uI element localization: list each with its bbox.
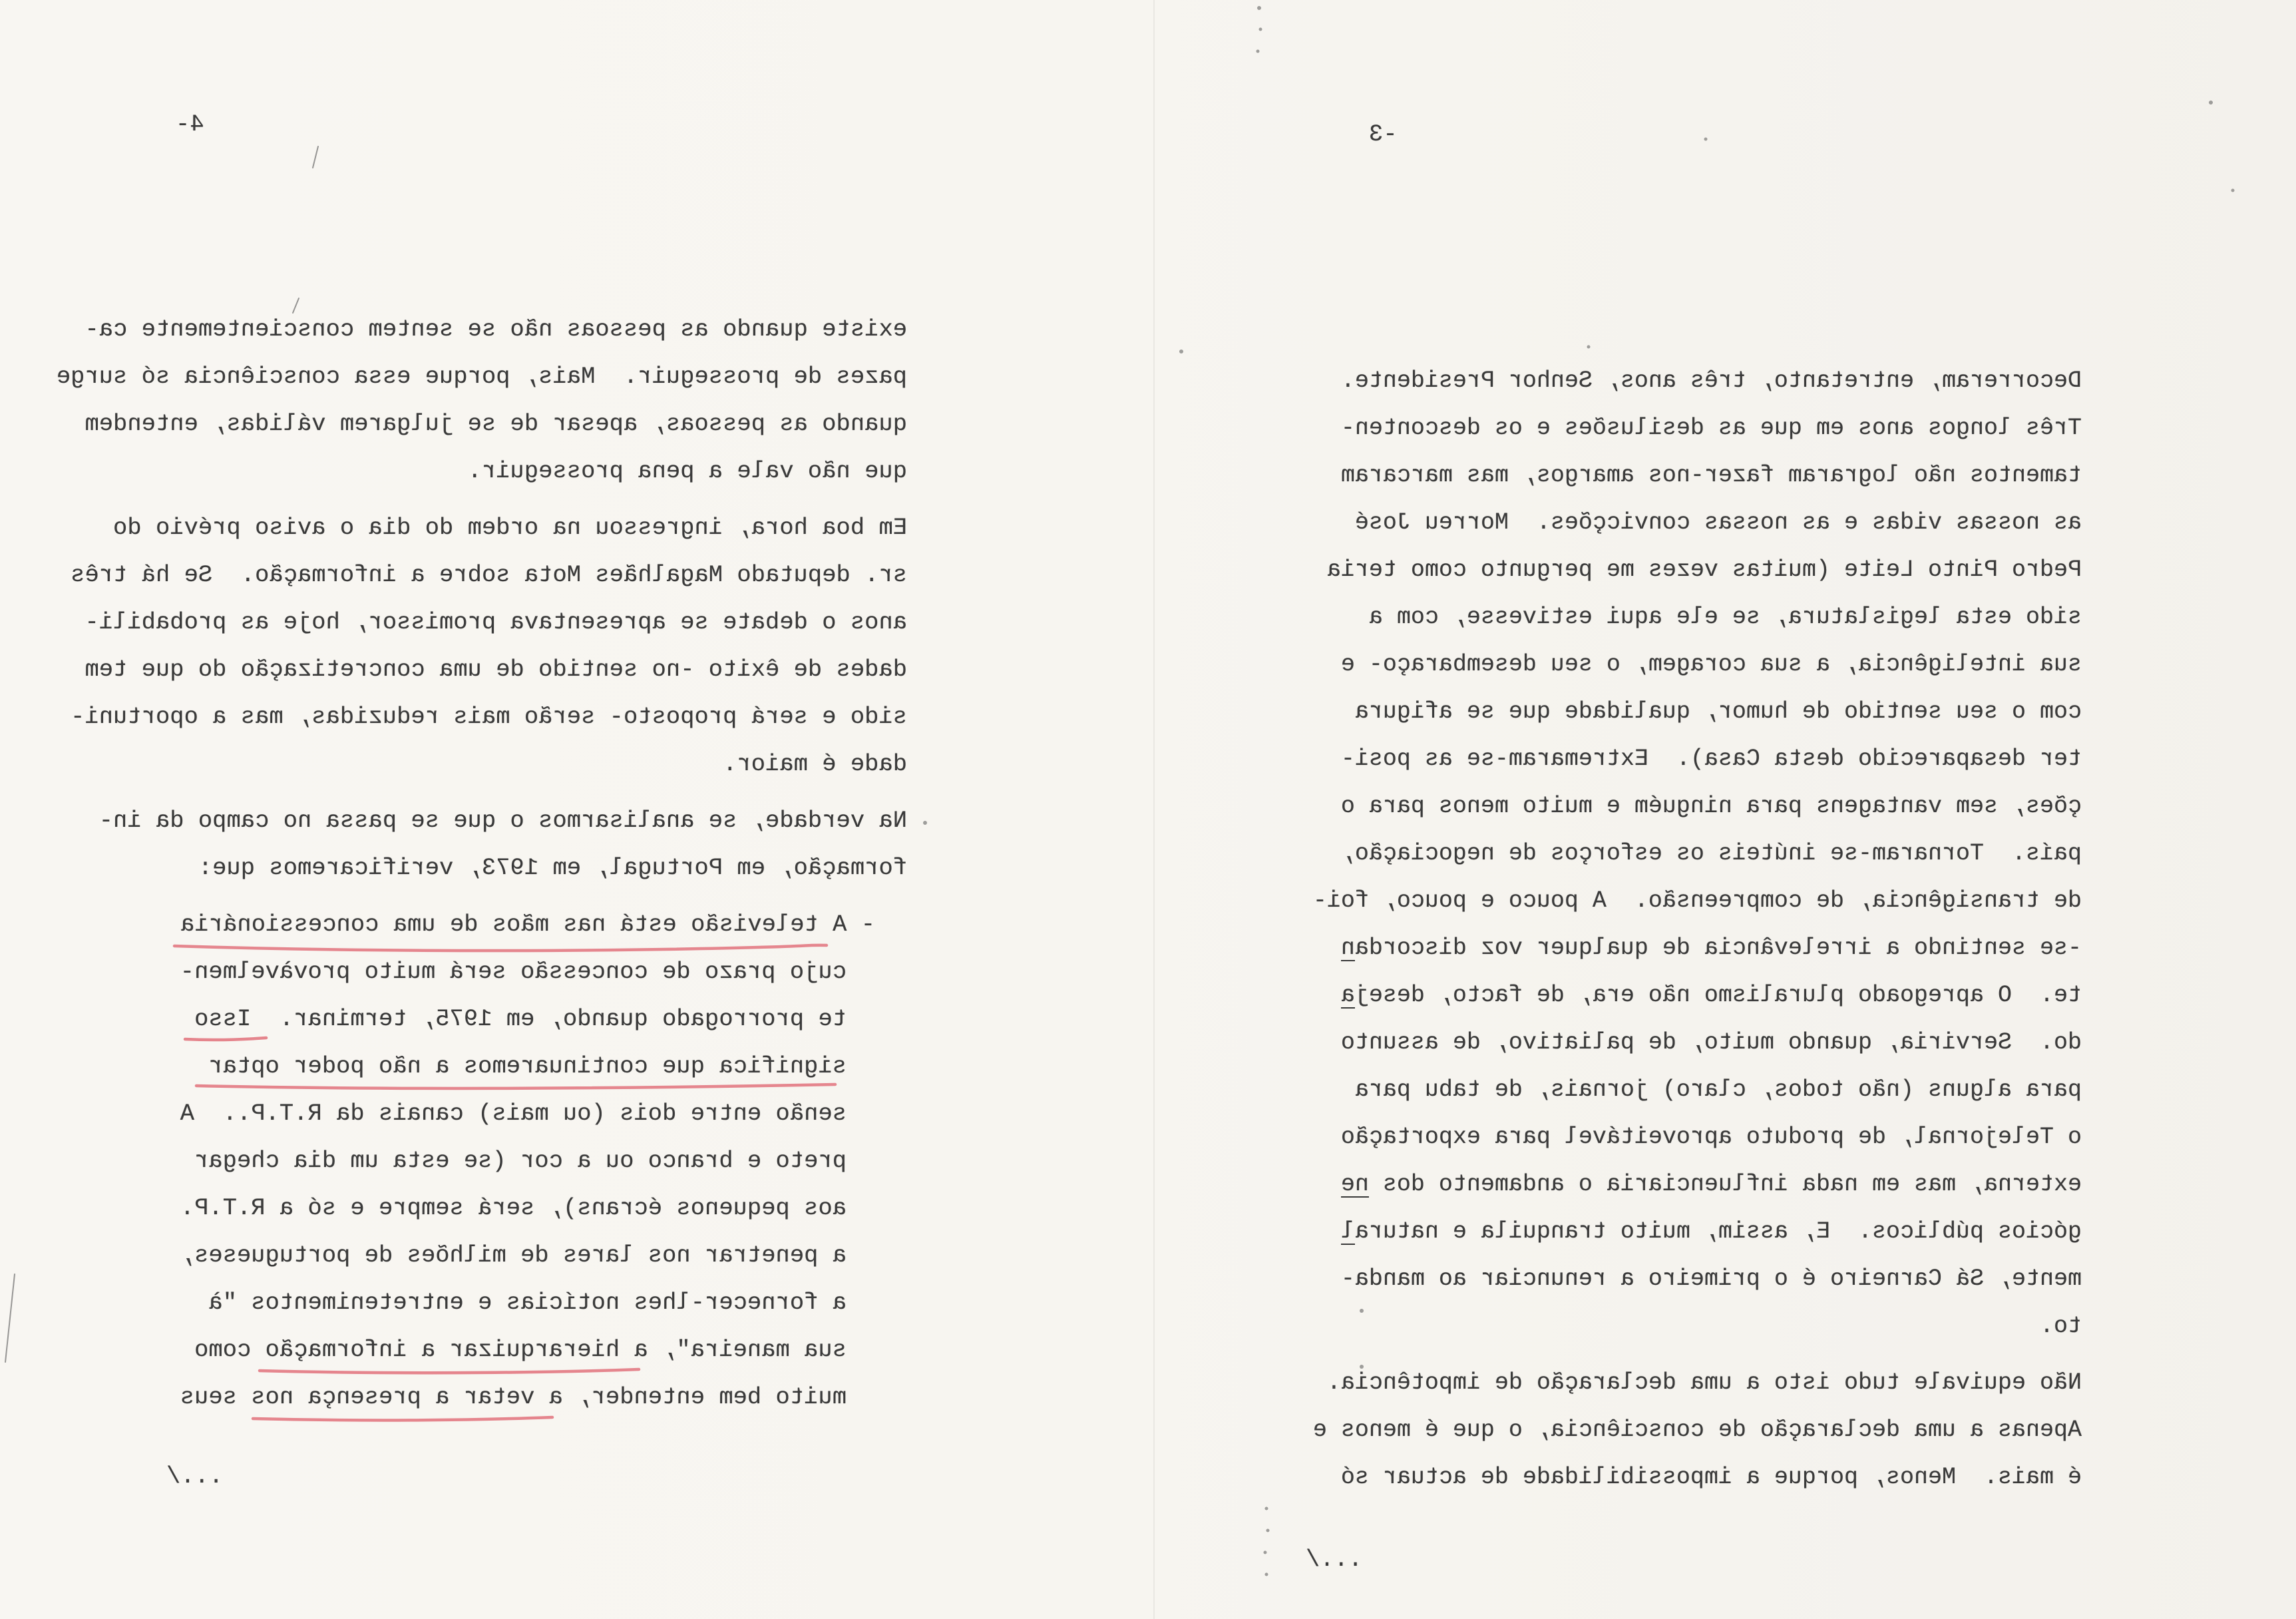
text-line: sido e será proposto- serão mais reduzidas, mas a oportuni-	[71, 703, 907, 730]
text-line: anos o debate se apresentava promissor, hoje as probabili-	[85, 608, 907, 636]
text-line: sido esta legislatura, se ele aqui estivesse, com a	[1368, 604, 2082, 630]
red-pen-underline	[260, 1369, 639, 1373]
text-line: Três longos anos em que as desilusões e os desconten-	[1340, 415, 2082, 441]
text-line: te prorrogado quando, em 1975, terminar. Isso	[194, 1005, 847, 1033]
text-line: -se sentindo a irrelevância de qualquer voz discordan	[1341, 925, 2082, 972]
text-line: mente, Sá Carneiro é o primeiro a renunciar ao manda-	[1340, 1266, 2082, 1292]
text-line: as nossas vidas e as nossas convicções. Morreu José	[1354, 509, 2082, 536]
text-line: a fornecer-lhes notícias e entretenimentos "à	[208, 1289, 847, 1316]
text-line: país. Tornaram-se inúteis os esforços de negociação,	[1340, 840, 2082, 867]
scan-speck	[313, 146, 318, 168]
text-line: Decorreram, entretanto, três anos, Senhor Presidente.	[1340, 367, 2082, 394]
scan-speck	[923, 821, 927, 825]
text-line: to.	[2039, 1313, 2082, 1339]
text-line: o Telejornal, de produto aproveitável para exportação	[1340, 1124, 2082, 1150]
text-line: dade é maior.	[723, 750, 907, 778]
text-line: preto e branco ou a cor (se esta um dia chegar	[194, 1147, 847, 1174]
text-line: Na verdade, se analisarmos o que se passa no campo da in-	[98, 807, 907, 834]
scan-speck	[2209, 101, 2213, 105]
scan-speck	[1265, 1573, 1268, 1576]
text-line: - A televisão está nas mãos de uma concessionária	[180, 911, 875, 938]
red-pen-underline	[196, 1084, 835, 1088]
text-line: Em boa hora, ingressou na ordem do dia o aviso prévio do	[113, 514, 907, 541]
red-pen-underline	[185, 1038, 266, 1040]
text-line: existe quando as pessoas não se sentem conscientemente ca-	[85, 316, 907, 343]
scan-speck	[1259, 28, 1262, 31]
text-line: Apenas a uma declaração de consciência, o que é menos e	[1312, 1417, 2082, 1443]
text-line: tamentos não lograram fazer-nos amargos, mas marcaram	[1340, 462, 2082, 489]
text-line: quando as pessoas, apesar de se julgarem válidas, entendem	[85, 410, 907, 437]
text-line: para alguns (não todos, claro) jornais, de tabu para	[1354, 1076, 2082, 1103]
text-line: externa, mas em nada influenciaria o andamento dos ne	[1341, 1161, 2082, 1208]
text-line: do. Serviria, quando muito, de paliativo, de assunto	[1340, 1029, 2082, 1056]
text-line: pazes de prosseguir. Mais, porque essa consciência só surge	[56, 363, 907, 390]
text-line: sua inteligência, a sua coragem, o seu desembaraço- e	[1340, 651, 2082, 678]
text-line: significa que continuaremos a não poder optar	[208, 1052, 847, 1080]
scan-speck	[1360, 1365, 1364, 1369]
text-line: senão entre dois (ou mais) canais da R.T.P.. A	[180, 1100, 847, 1127]
text-line: Não equivale tudo isto a uma declaração de impotência.	[1326, 1369, 2082, 1396]
scan-speck	[1266, 1529, 1270, 1532]
page-number: 4-	[176, 111, 204, 138]
text-line: de transigência, de compreensão. A pouco e pouco, foi-	[1312, 887, 2082, 914]
scan-speck	[2231, 189, 2235, 192]
continuation-mark: .../	[1306, 1546, 1363, 1573]
scan-speck	[1704, 138, 1708, 141]
page-number: -3	[1369, 120, 1398, 148]
scan-speck	[1257, 6, 1261, 10]
text-line: sua maneira", a hierarquizar a informação como	[194, 1336, 847, 1363]
text-line: dades de êxito -no sentido de uma concretização do que tem	[85, 656, 907, 683]
text-line: ções, sem vantagens para ninguém e muito menos para o	[1340, 793, 2082, 819]
continuation-mark: .../	[166, 1463, 224, 1490]
scan-speck	[1587, 346, 1591, 349]
text-line: é mais. Menos, porque a impossibilidade de actuar só	[1340, 1464, 2082, 1491]
scan-speck	[1360, 1309, 1364, 1313]
text-line: a penetrar nos lares de milhões de portugueses,	[180, 1242, 847, 1269]
text-line: que não vale a pena prosseguir.	[467, 457, 907, 485]
scan-speck	[5, 1274, 15, 1362]
text-line: gócios públicos. E, assim, muito tranquila e natural	[1341, 1208, 2082, 1256]
text-line: sr. deputado Magalhães Mota sobre a informação. Se há três	[71, 561, 907, 588]
text-line: formação, em Portugal, em 1973, verificaremos que:	[198, 854, 907, 881]
text-line: Pedro Pinto Leite (muitas vezes me pergunto como teria	[1326, 557, 2082, 583]
text-line: com o seu sentido de humor, qualidade que se afigura	[1354, 698, 2082, 725]
scan-speck	[1256, 50, 1260, 53]
scan-speck	[1179, 349, 1183, 353]
red-pen-underline	[174, 945, 827, 951]
scan-speck	[293, 298, 299, 313]
scan-speck	[1265, 1507, 1268, 1510]
red-pen-underline	[253, 1417, 552, 1420]
scan-speck	[1264, 1551, 1267, 1554]
text-line: aos pequenos écrans), será sempre e só a R.T.P.	[180, 1194, 847, 1222]
text-line: ter desaparecido desta Casa). Extremaram-se as posi-	[1340, 746, 2082, 772]
text-line: cujo prazo de concessão será muito provàvelmen-	[180, 958, 847, 985]
text-line: muito bem entender, a vetar a presença nos seus	[180, 1383, 847, 1411]
text-line: te. O apregoado pluralismo não era, de facto, deseja	[1341, 972, 2082, 1019]
